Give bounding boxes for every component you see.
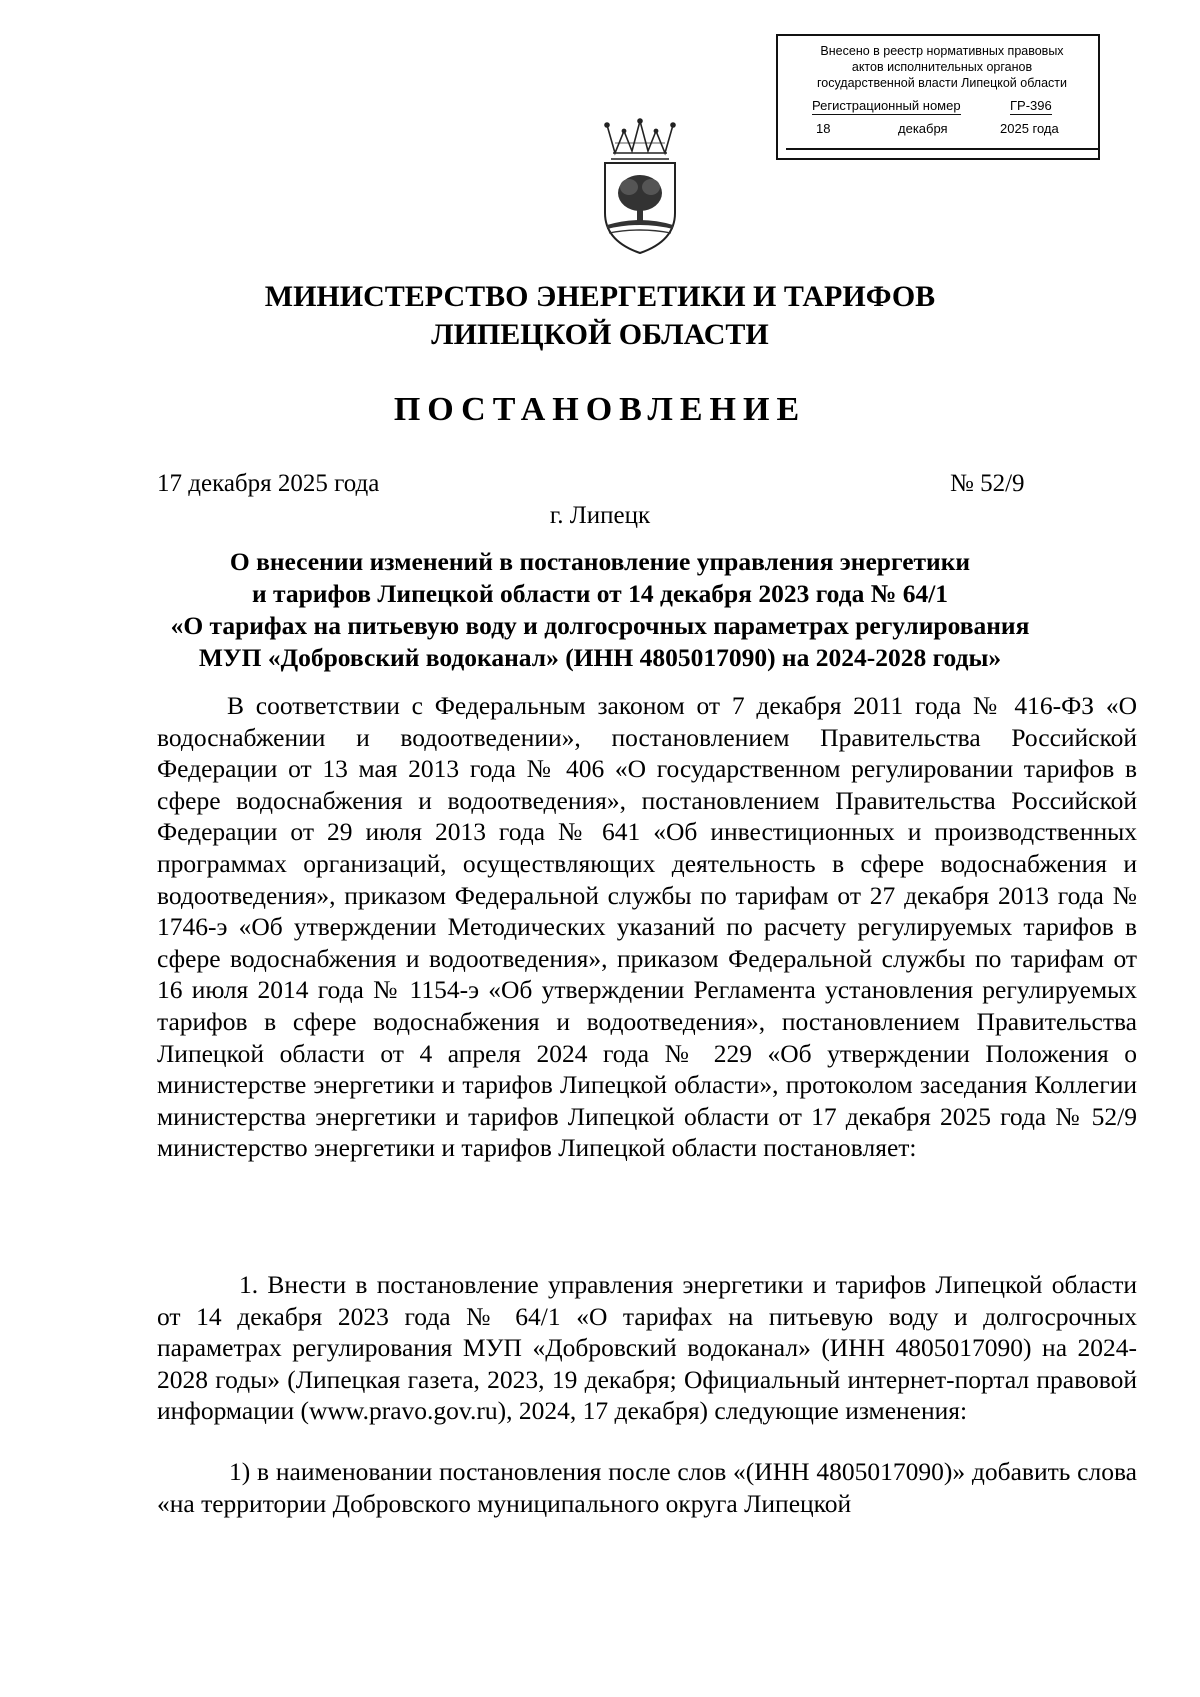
ministry-line-2: ЛИПЕЦКОЙ ОБЛАСТИ (431, 318, 769, 351)
subitem-1-text: 1) в наименовании постановления после слов «(ИНН 4805017090)» добавить слова «на территории Добровского муниципального округа Липецкой (157, 1457, 1137, 1518)
title-line-3: «О тарифах на питьевую воду и долгосрочных параметрах регулирования (170, 611, 1030, 640)
stamp-line-2: актов исполнительных органов (851, 60, 1033, 74)
lipetsk-coat-of-arms-icon (599, 117, 681, 257)
ministry-line-1: МИНИСТЕРСТВО ЭНЕРГЕТИКИ И ТАРИФОВ (264, 280, 936, 313)
title-line-1: О внесении изменений в постановление управления энергетики (229, 547, 971, 576)
stamp-year: 2025 года (1000, 121, 1059, 136)
stamp-day: 18 (816, 121, 831, 136)
stamp-reg-label: Регистрационный номер (812, 98, 961, 113)
document-title (150, 546, 1050, 674)
stamp-month: декабря (898, 121, 948, 136)
registry-stamp (776, 34, 1100, 160)
item-1-paragraph (157, 1269, 1137, 1427)
subitem-1-paragraph (157, 1456, 1137, 1519)
item-1-text: 1. Внести в постановление управления энергетики и тарифов Липецкой области от 14 декабря 2023 года № 64/1 «О тарифах на питьевую воду и долгосрочных параметрах регулирования МУП «Добровский водоканал» (ИНН 4805017090) на 2024-2028 годы» (Липецкая газета, 2023, 19 декабря; Официальный интернет-портал правовой информации (www.pravo.gov.ru), 2024, 17 декабря) следующие изменения: (157, 1270, 1137, 1426)
ministry-name (0, 278, 1200, 354)
preamble-text: В соответствии с Федеральным законом от 7 декабря 2011 года № 416-ФЗ «О водоснабжении и водоотведении», постановлением Правительства Российской Федерации от 13 мая 2013 года № 406 «О государственном регулировании тарифов в сфере водоснабжения и водоотведения», постановлением Правительства Российской Федерации от 29 июля 2013 года № 641 «Об инвестиционных и производственных программах организаций, осуществляющих деятельность в сфере водоснабжения и водоотведения», приказом Федеральной службы по тарифам от 27 декабря 2013 года № 1746-э «Об утверждении Методических указаний по расчету регулируемых тарифов в сфере водоснабжения и водоотведения», приказом Федеральной службы по тарифам от 16 июля 2014 года № 1154-э «Об утверждении Регламента установления регулируемых тарифов в сфере водоснабжения и водоотведения», постановлением Правительства Липецкой области от 4 апреля 2024 года № 229 «Об утверждении Положения о министерстве энергетики и тарифов Липецкой области», протоколом заседания Коллегии министерства энергетики и тарифов Липецкой области от 17 декабря 2025 года № 52/9 министерство энергетики и тарифов Липецкой области постановляет: (157, 691, 1137, 1163)
title-line-2: и тарифов Липецкой области от 14 декабря 2023 года № 64/1 (251, 579, 949, 608)
document-city: г. Липецк (549, 502, 651, 529)
document-type: ПОСТАНОВЛЕНИЕ (393, 391, 807, 428)
stamp-line-1: Внесено в реестр нормативных правовых (820, 44, 1064, 58)
document-date: 17 декабря 2025 года (157, 470, 380, 497)
document-number: № 52/9 (950, 470, 1025, 497)
registry-stamp-inner (786, 36, 1098, 150)
preamble-paragraph (157, 690, 1137, 1164)
stamp-reg-number: ГР-396 (1010, 98, 1052, 113)
title-line-4: МУП «Добровский водоканал» (ИНН 4805017090) на 2024-2028 годы» (198, 643, 1002, 672)
stamp-line-3: государственной власти Липецкой области (816, 76, 1068, 90)
